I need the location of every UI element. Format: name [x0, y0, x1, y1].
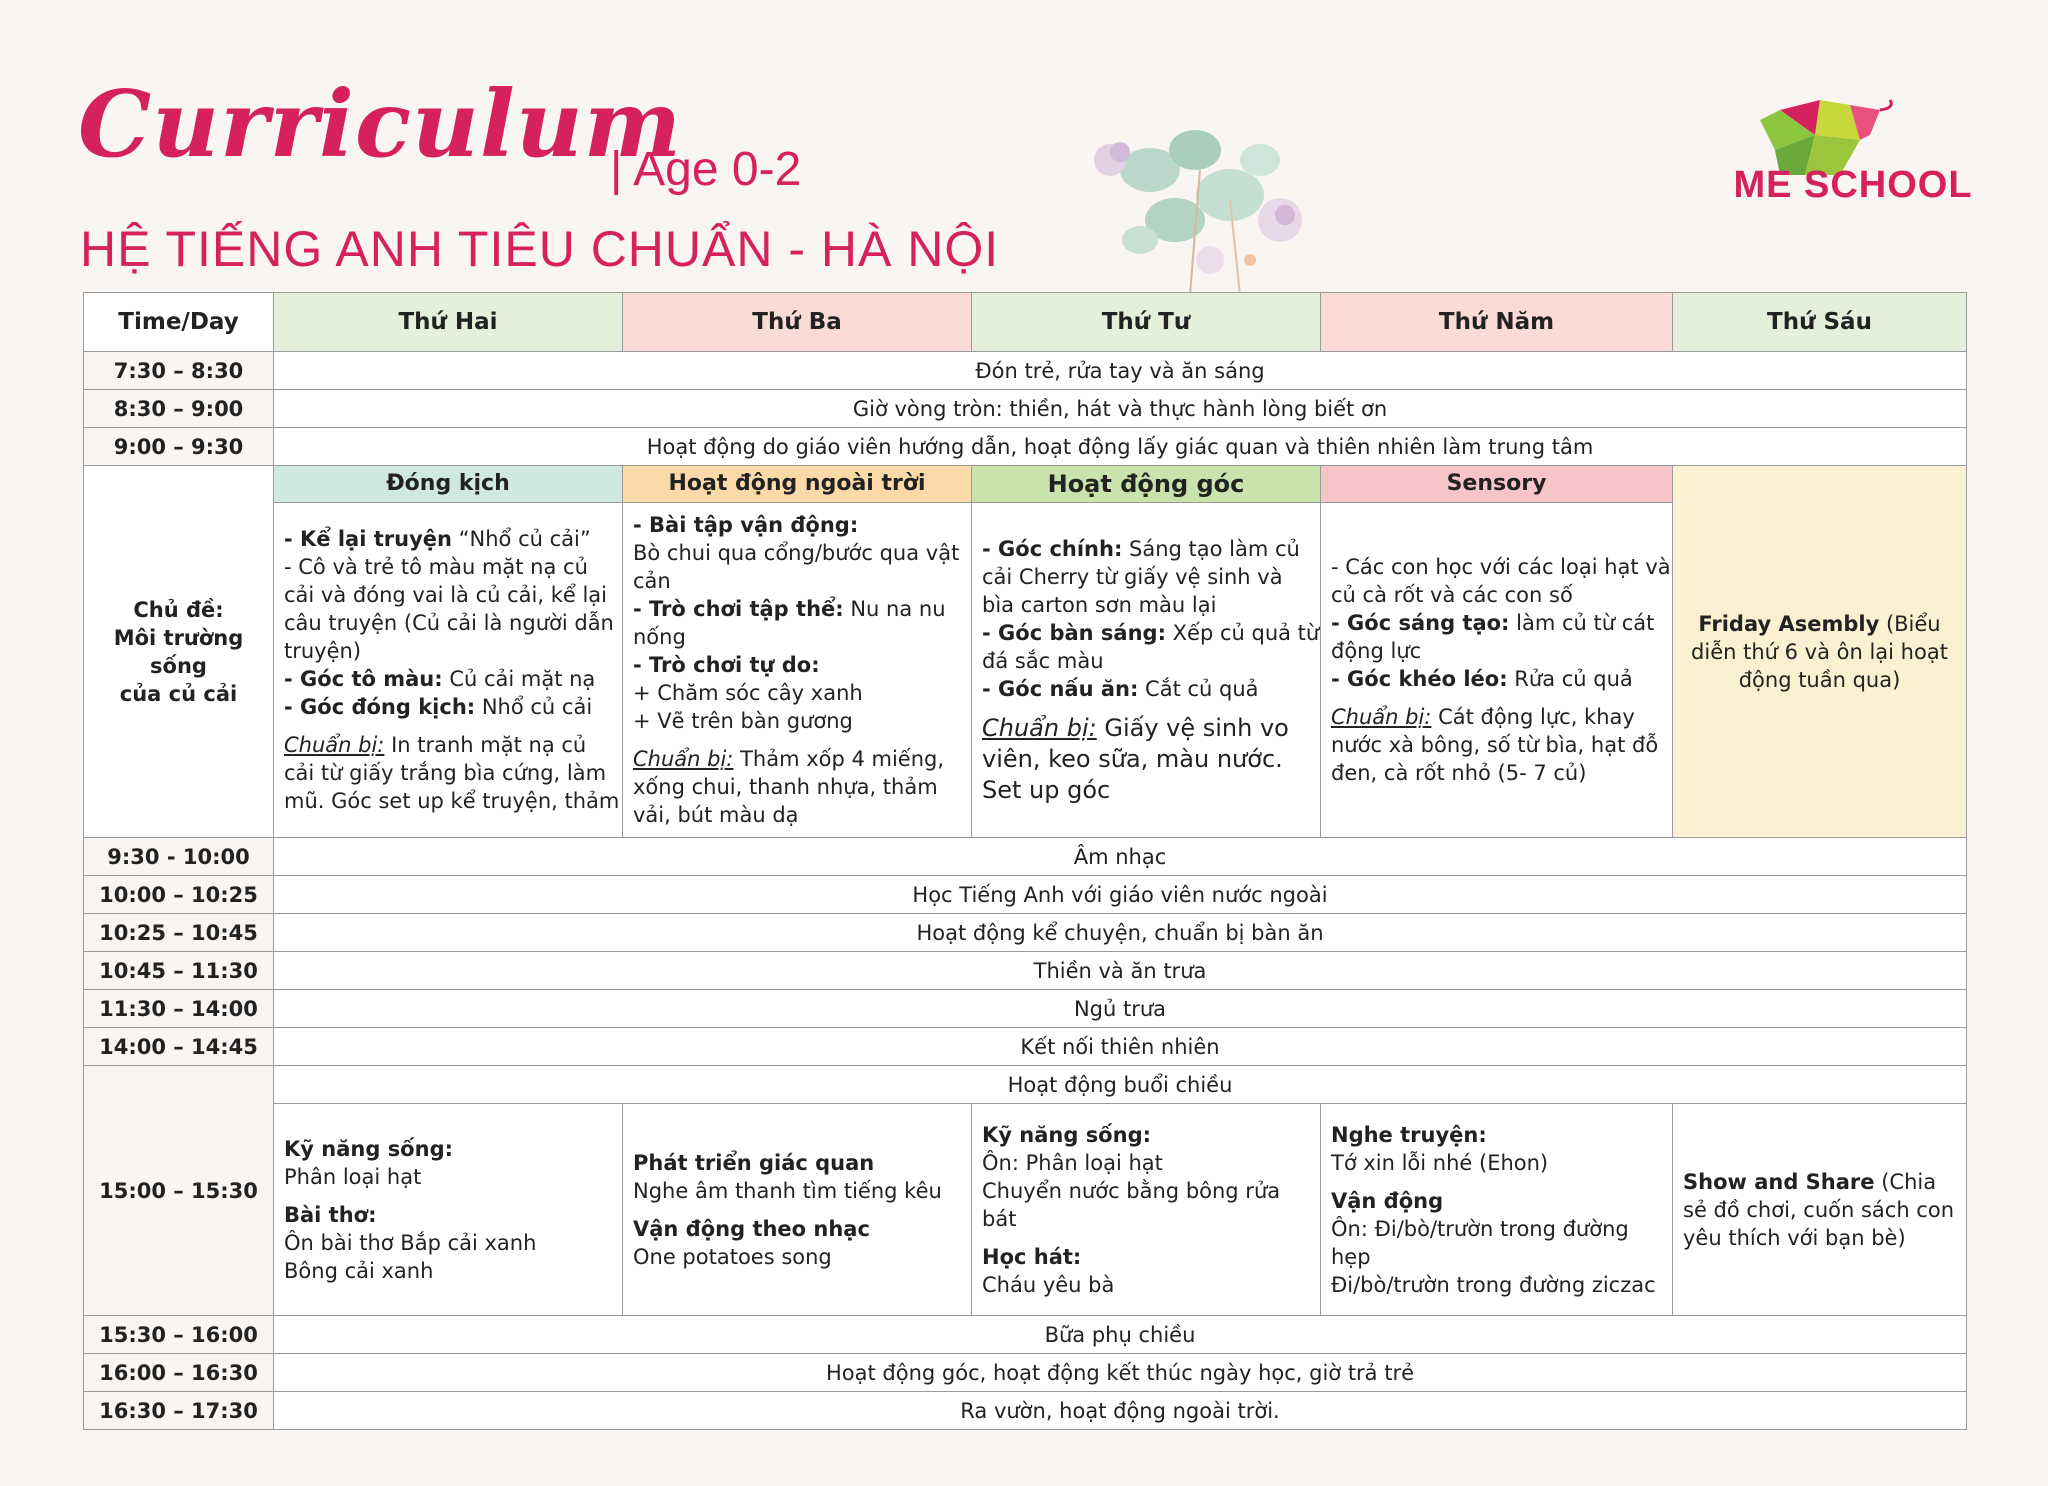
time-cell: 10:25 – 10:45: [84, 914, 274, 952]
prep-text: Thảm xốp 4 miếng, xống chui, thanh nhựa, thảm vải, bút màu dạ: [633, 747, 945, 827]
text: - Cô và trẻ tô màu mặt nạ củ cải và đóng vai là củ cải, kể lại câu truyện (Củ cải là người dẫn truyện): [284, 555, 614, 663]
text: Phân loại hạt: [284, 1164, 422, 1189]
text: Nu na nu nống: [633, 597, 946, 649]
prep-label: Chuẩn bị:: [633, 747, 734, 771]
prep-text: In tranh mặt nạ củ cải từ giấy trắng bìa cứng, làm mũ. Góc set up kể truyện, thảm: [284, 733, 620, 813]
time-cell: 8:30 – 9:00: [84, 390, 274, 428]
bold-label: - Góc nấu ăn:: [982, 676, 1139, 701]
table-row: [84, 914, 1967, 952]
header-wednesday: Thứ Tư: [972, 293, 1321, 352]
bold-label: Vận động: [1331, 1188, 1444, 1213]
afternoon-heading: Hoạt động buổi chiều: [274, 1066, 1967, 1104]
time-cell: 10:45 – 11:30: [84, 952, 274, 990]
header-friday: Thứ Sáu: [1673, 293, 1967, 352]
bold-label: Kỹ năng sống:: [982, 1122, 1151, 1147]
text: Chuyển nước bằng bông rửa bát: [982, 1178, 1281, 1231]
bold-label: Phát triển giác quan: [633, 1150, 875, 1175]
header-tuesday: Thứ Ba: [623, 293, 972, 352]
topic-label: Chủ đề:: [133, 597, 224, 622]
text: Củ cải mặt nạ: [442, 667, 596, 691]
text: Đi/bò/trườn trong đường ziczac: [1331, 1272, 1656, 1297]
table-row: [84, 1316, 1967, 1354]
bold-label: - Góc chính:: [982, 536, 1123, 561]
activity-cell: Hoạt động do giáo viên hướng dẫn, hoạt động lấy giác quan và thiên nhiên làm trung tâm: [274, 428, 1967, 466]
text: Nghe âm thanh tìm tiếng kêu: [633, 1178, 942, 1203]
text: Sáng tạo làm củ cải Cherry từ giấy vệ sinh và bìa carton sơn màu lại: [982, 536, 1300, 617]
text: Cháu yêu bà: [982, 1272, 1115, 1297]
header-thursday: Thứ Năm: [1321, 293, 1673, 352]
bold-label: Nghe truyện:: [1331, 1122, 1487, 1147]
text: Ôn: Phân loại hạt: [982, 1150, 1163, 1175]
activity-head-corner: Hoạt động góc: [972, 466, 1321, 503]
floral-decoration-icon: [1080, 110, 1320, 300]
friday-assembly-title: Friday Asembly: [1698, 611, 1880, 636]
activity-cell: Ngủ trưa: [274, 990, 1967, 1028]
text: Nhổ củ cải: [475, 695, 593, 719]
thursday-afternoon-cell: [1321, 1104, 1673, 1316]
bold-label: - Bài tập vận động:: [633, 513, 859, 537]
text: One potatoes song: [633, 1244, 832, 1269]
activity-cell: Hoạt động kể chuyện, chuẩn bị bàn ăn: [274, 914, 1967, 952]
activity-cell: Hoạt động góc, hoạt động kết thúc ngày học, giờ trả trẻ: [274, 1354, 1967, 1392]
schedule-table: [83, 292, 1967, 1430]
time-cell: 10:00 – 10:25: [84, 876, 274, 914]
program-subtitle: HỆ TIẾNG ANH TIÊU CHUẨN - HÀ NỘI: [80, 221, 1000, 277]
bold-label: Bài thơ:: [284, 1202, 377, 1227]
text: Cắt củ quả: [1138, 676, 1259, 701]
time-cell: 15:00 – 15:30: [84, 1066, 274, 1316]
time-cell: 11:30 – 14:00: [84, 990, 274, 1028]
bold-label: Học hát:: [982, 1244, 1082, 1269]
time-cell: 15:30 – 16:00: [84, 1316, 274, 1354]
header-time-day: Time/Day: [84, 293, 274, 352]
bold-label: Kỹ năng sống:: [284, 1136, 453, 1161]
prep-label: Chuẩn bị:: [982, 713, 1097, 742]
prep-label: Chuẩn bị:: [284, 733, 385, 757]
prep-text: Giấy vệ sinh vo viên, keo sữa, màu nước. Set up góc: [982, 713, 1289, 804]
activity-cell: Giờ vòng tròn: thiền, hát và thực hành lòng biết ơn: [274, 390, 1967, 428]
activity-head-outdoor: Hoạt động ngoài trời: [623, 466, 972, 503]
topic-cell: [84, 466, 274, 838]
table-row: [84, 428, 1967, 466]
wednesday-activity-cell: [972, 503, 1321, 838]
activity-head-drama: Đóng kịch: [274, 466, 623, 503]
bold-label: - Góc tô màu:: [284, 667, 443, 691]
table-row: [84, 952, 1967, 990]
text: Xếp củ quả từ đá sắc màu: [982, 620, 1320, 673]
text: “Nhổ củ cải”: [451, 527, 591, 551]
logo-text: ME SCHOOL: [1733, 164, 1973, 206]
table-row: [84, 838, 1967, 876]
bold-label: - Góc khéo léo:: [1331, 667, 1508, 691]
activity-cell: Bữa phụ chiều: [274, 1316, 1967, 1354]
afternoon-heading-row: [84, 1066, 1967, 1104]
text: + Chăm sóc cây xanh: [633, 681, 863, 705]
text: - Các con học với các loại hạt và củ cà rốt và các con số: [1331, 555, 1671, 607]
prep-label: Chuẩn bị:: [1331, 705, 1432, 729]
show-and-share-cell: [1673, 1104, 1967, 1316]
header-monday: Thứ Hai: [274, 293, 623, 352]
bold-label: - Trò chơi tập thể:: [633, 597, 844, 621]
show-and-share-title: Show and Share: [1683, 1169, 1875, 1194]
text: Bông cải xanh: [284, 1258, 434, 1283]
table-header-row: [84, 293, 1967, 352]
topic-line: của củ cải: [119, 681, 238, 706]
tuesday-afternoon-cell: [623, 1104, 972, 1316]
monday-activity-cell: [274, 503, 623, 838]
text: Tớ xin lỗi nhé (Ehon): [1331, 1150, 1549, 1175]
table-row: [84, 1392, 1967, 1430]
time-cell: 16:00 – 16:30: [84, 1354, 274, 1392]
bold-label: - Trò chơi tự do:: [633, 653, 820, 677]
show-and-share-text: (Chia sẻ đồ chơi, cuốn sách con yêu thích với bạn bè): [1683, 1169, 1955, 1250]
activity-cell: Âm nhạc: [274, 838, 1967, 876]
text: Ôn bài thơ Bắp cải xanh: [284, 1230, 537, 1255]
text: + Vẽ trên bàn gương: [633, 709, 853, 733]
time-cell: 7:30 – 8:30: [84, 352, 274, 390]
text: làm củ từ cát động lực: [1331, 611, 1655, 663]
activity-cell: Kết nối thiên nhiên: [274, 1028, 1967, 1066]
prep-text: Cát động lực, khay nước xà bông, số từ bìa, hạt đỗ đen, cà rốt nhỏ (5- 7 củ): [1331, 705, 1659, 785]
time-cell: 14:00 – 14:45: [84, 1028, 274, 1066]
table-row: [84, 876, 1967, 914]
bold-label: - Góc sáng tạo:: [1331, 611, 1510, 635]
activity-cell: Ra vườn, hoạt động ngoài trời.: [274, 1392, 1967, 1430]
time-cell: 9:00 – 9:30: [84, 428, 274, 466]
table-row: [84, 990, 1967, 1028]
table-row: [84, 390, 1967, 428]
time-cell: 9:30 - 10:00: [84, 838, 274, 876]
text: Ôn: Đi/bò/trườn trong đường hẹp: [1331, 1216, 1629, 1269]
table-row: [84, 1354, 1967, 1392]
bold-label: - Góc đóng kịch:: [284, 695, 476, 719]
activity-heading-row: [84, 466, 1967, 503]
topic-line: Môi trường sống: [113, 625, 244, 678]
tuesday-activity-cell: [623, 503, 972, 838]
activity-cell: Thiền và ăn trưa: [274, 952, 1967, 990]
bold-label: Vận động theo nhạc: [633, 1216, 870, 1241]
page-title: Curriculum: [78, 70, 683, 178]
bold-label: - Kể lại truyện: [284, 527, 452, 551]
table-row: [84, 1028, 1967, 1066]
activity-head-sensory: Sensory: [1321, 466, 1673, 503]
wednesday-afternoon-cell: [972, 1104, 1321, 1316]
time-cell: 16:30 – 17:30: [84, 1392, 274, 1430]
friday-assembly-cell: [1673, 466, 1967, 838]
monday-afternoon-cell: [274, 1104, 623, 1316]
friday-assembly-text: (Biểu diễn thứ 6 và ôn lại hoạt động tuần qua): [1691, 611, 1948, 692]
thursday-activity-cell: [1321, 503, 1673, 838]
text: Bò chui qua cổng/bước qua vật cản: [633, 541, 960, 593]
activity-cell: Đón trẻ, rửa tay và ăn sáng: [274, 352, 1967, 390]
activity-cell: Học Tiếng Anh với giáo viên nước ngoài: [274, 876, 1967, 914]
table-row: [84, 352, 1967, 390]
afternoon-detail-row: [84, 1104, 1967, 1316]
age-label: | Age 0-2: [610, 143, 802, 196]
bold-label: - Góc bàn sáng:: [982, 620, 1166, 645]
text: Rửa củ quả: [1507, 667, 1633, 691]
